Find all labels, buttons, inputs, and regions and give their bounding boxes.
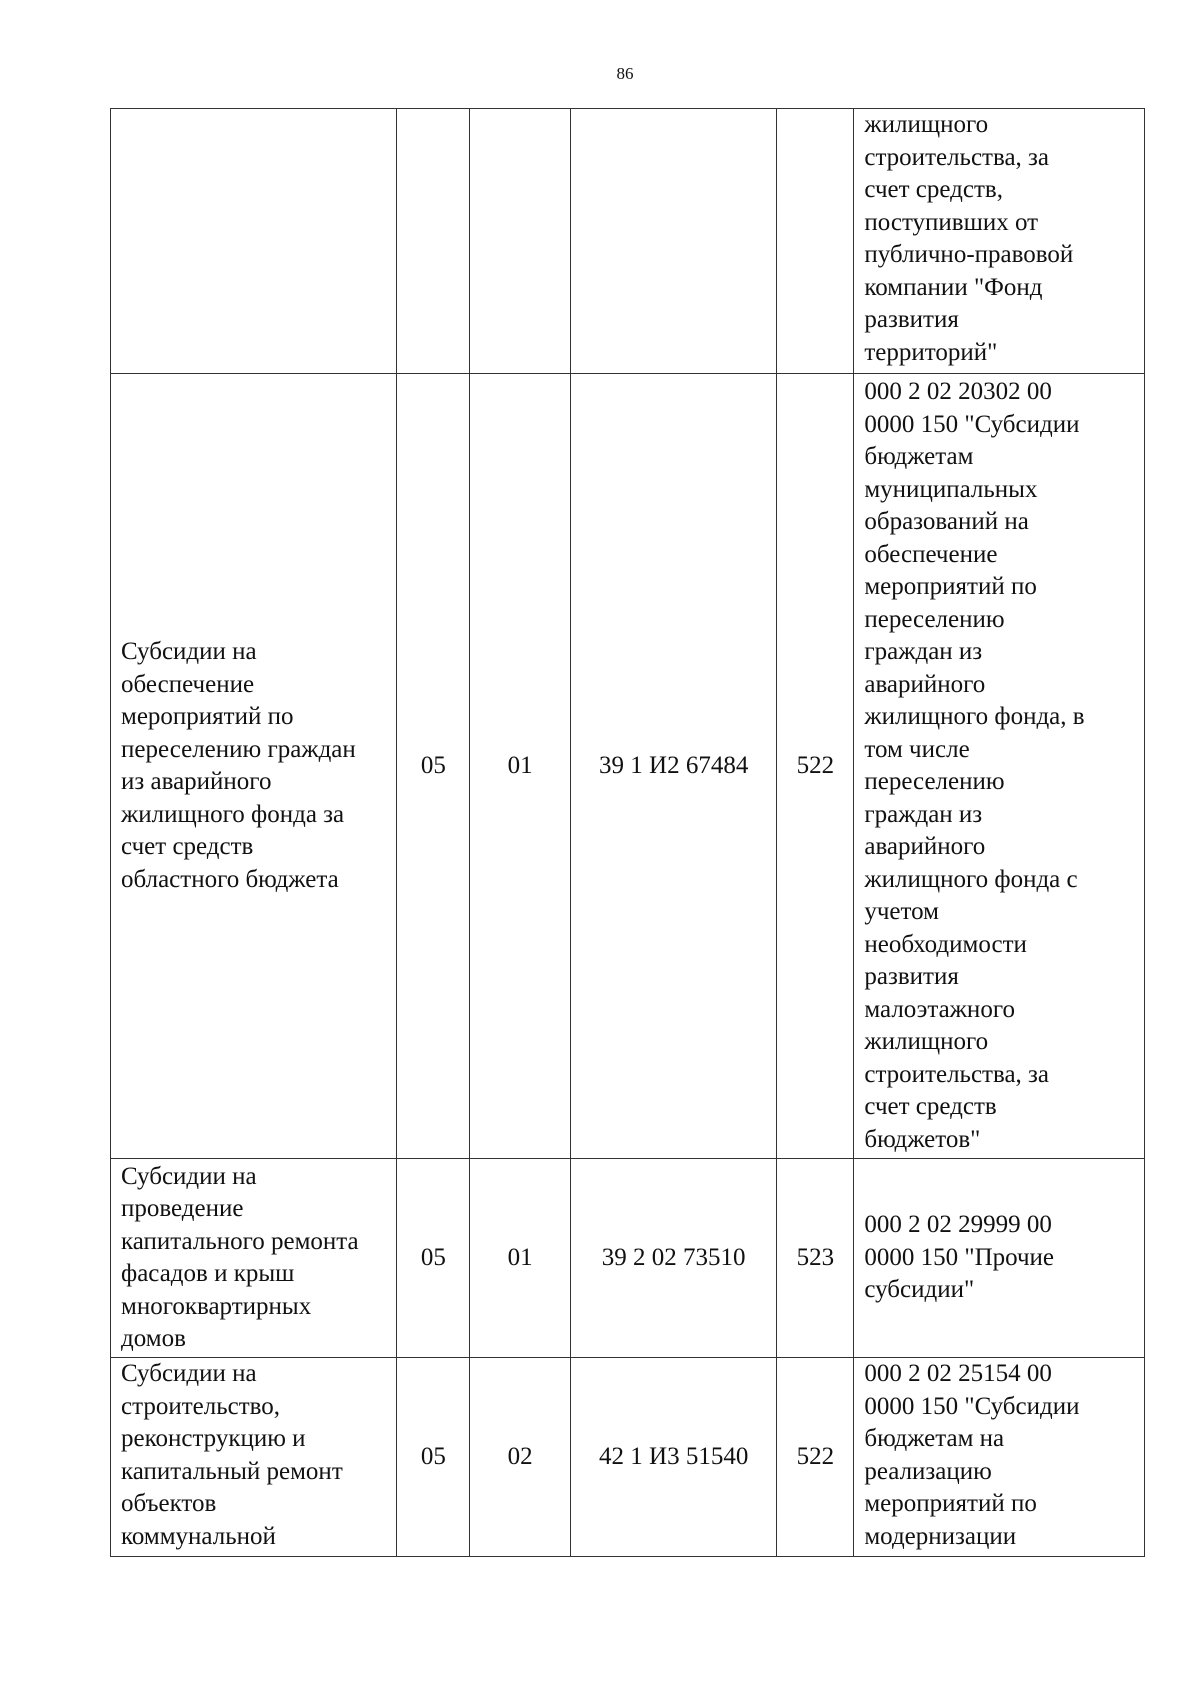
budget-allocation-table xyxy=(110,108,1145,1557)
expense-type-cell xyxy=(777,109,854,374)
section-cell: 05 xyxy=(397,374,470,1159)
target-article-cell: 39 1 И2 67484 xyxy=(570,374,776,1159)
table-row xyxy=(111,374,1145,1159)
subsection-cell: 01 xyxy=(470,374,571,1159)
expense-type-cell: 522 xyxy=(777,374,854,1159)
name-cell: Субсидии на проведение капитального ремонта фасадов и крыш многоквартирных домов xyxy=(111,1159,397,1358)
name-cell: Субсидии на обеспечение мероприятий по переселению граждан из аварийного жилищного фонда за счет средств областного бюджета xyxy=(111,374,397,1159)
subsection-cell: 02 xyxy=(470,1358,571,1557)
target-article-cell: 39 2 02 73510 xyxy=(570,1159,776,1358)
revenue-code-cell: 000 2 02 20302 00 0000 150 "Субсидии бюджетам муниципальных образований на обеспечение мероприятий по переселению граждан из аварийного жилищного фонда, в том числе переселению граждан из аварийного жилищного фонда с учетом необходимости развития малоэтажного жилищного строительства, за счет средств бюджетов" xyxy=(854,374,1145,1159)
subsection-cell: 01 xyxy=(470,1159,571,1358)
section-cell: 05 xyxy=(397,1159,470,1358)
page-number: 86 xyxy=(616,64,634,83)
target-article-cell: 42 1 И3 51540 xyxy=(570,1358,776,1557)
section-cell: 05 xyxy=(397,1358,470,1557)
expense-type-cell: 523 xyxy=(777,1159,854,1358)
subsection-cell xyxy=(470,109,571,374)
table-row xyxy=(111,1358,1145,1557)
expense-type-cell: 522 xyxy=(777,1358,854,1557)
table-row xyxy=(111,1159,1145,1358)
revenue-code-cell: 000 2 02 29999 00 0000 150 "Прочие субсидии" xyxy=(854,1159,1145,1358)
revenue-code-cell: жилищного строительства, за счет средств, поступивших от публично-правовой компании "Фонд развития территорий" xyxy=(854,109,1145,374)
section-cell xyxy=(397,109,470,374)
name-cell: Субсидии на строительство, реконструкцию и капитальный ремонт объектов коммунальной xyxy=(111,1358,397,1557)
revenue-code-cell: 000 2 02 25154 00 0000 150 "Субсидии бюджетам на реализацию мероприятий по модернизации xyxy=(854,1358,1145,1557)
name-cell xyxy=(111,109,397,374)
table-row xyxy=(111,109,1145,374)
target-article-cell xyxy=(570,109,776,374)
